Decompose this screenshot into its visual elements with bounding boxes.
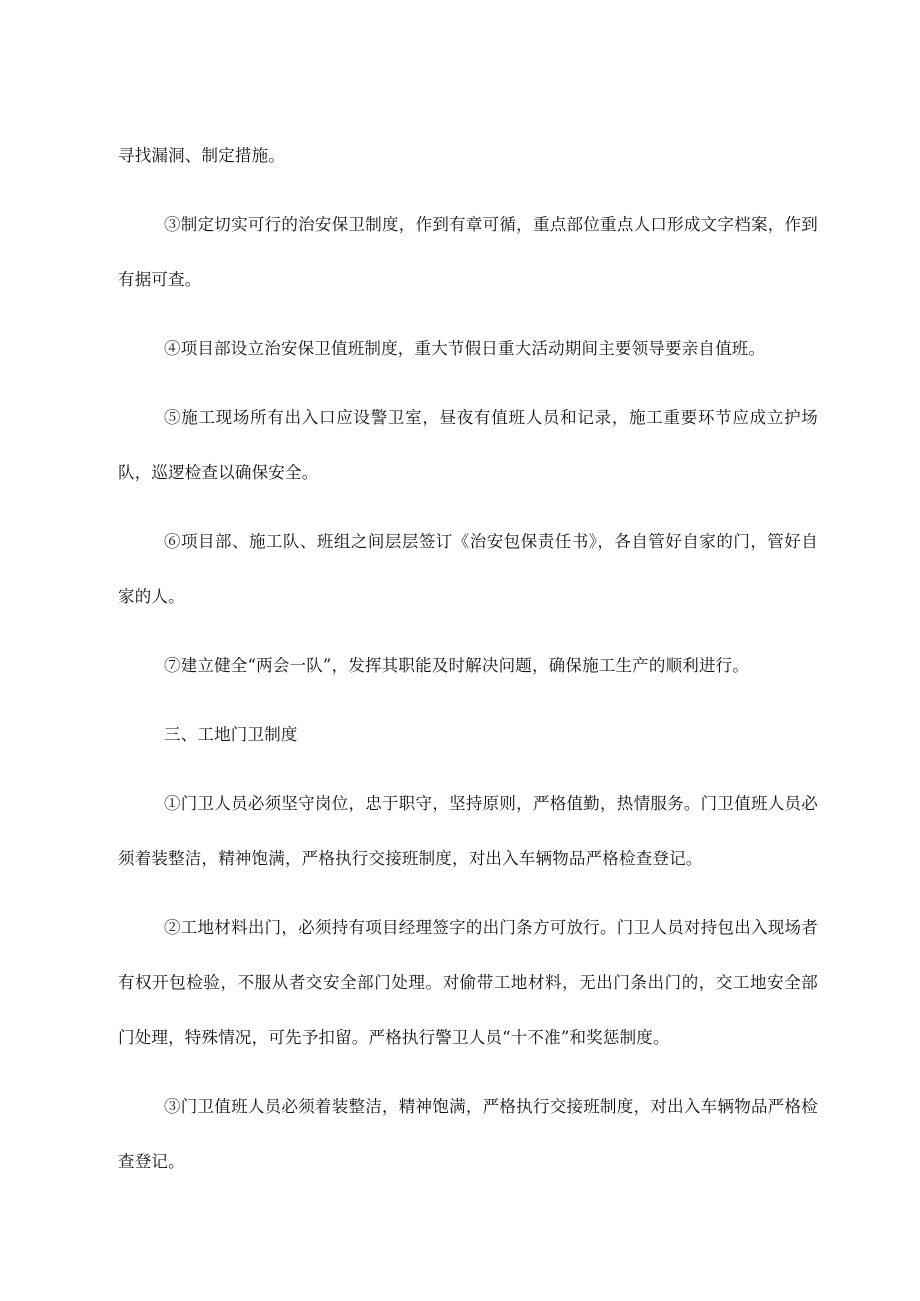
paragraph-item-7: ⑦建立健全“两会一队”，发挥其职能及时解决问题，确保施工生产的顺利进行。 <box>164 656 750 675</box>
paragraph-gate-rule-3: ③门卫值班人员必须着装整洁，精神饱满，严格执行交接班制度，对出入车辆物品严格检查登记。 <box>118 1097 818 1171</box>
paragraph-item-5: ⑤施工现场所有出入口应设警卫室，昼夜有值班人员和记录，施工重要环节应成立护场队，巡逻检查以确保安全。 <box>118 408 818 482</box>
paragraph-continuation: 寻找漏洞、制定措施。 <box>118 146 285 165</box>
paragraph-gate-rule-2: ②工地材料出门，必须持有项目经理签字的出门条方可放行。门卫人员对持包出入现场者有权开包检验，不服从者交安全部门处理。对偷带工地材料，无出门条出门的，交工地安全部门处理，特殊情况，可先予扣留。严格执行警卫人员“十不准”和奖惩制度。 <box>118 918 818 1047</box>
paragraph-item-6: ⑥项目部、施工队、班组之间层层签订《治安包保责任书》，各自管好自家的门，管好自家的人。 <box>118 532 818 606</box>
paragraph-item-4: ④项目部设立治安保卫值班制度，重大节假日重大活动期间主要领导要亲自值班。 <box>164 339 766 358</box>
document-body <box>118 128 818 1203</box>
paragraph-item-3: ③制定切实可行的治安保卫制度，作到有章可循，重点部位重点人口形成文字档案，作到有据可查。 <box>118 215 818 289</box>
section-heading: 三、工地门卫制度 <box>164 725 298 744</box>
paragraph-gate-rule-1: ①门卫人员必须坚守岗位，忠于职守，坚持原则，严格值勤，热情服务。门卫值班人员必须着装整洁，精神饱满，严格执行交接班制度，对出入车辆物品严格检查登记。 <box>118 794 818 868</box>
